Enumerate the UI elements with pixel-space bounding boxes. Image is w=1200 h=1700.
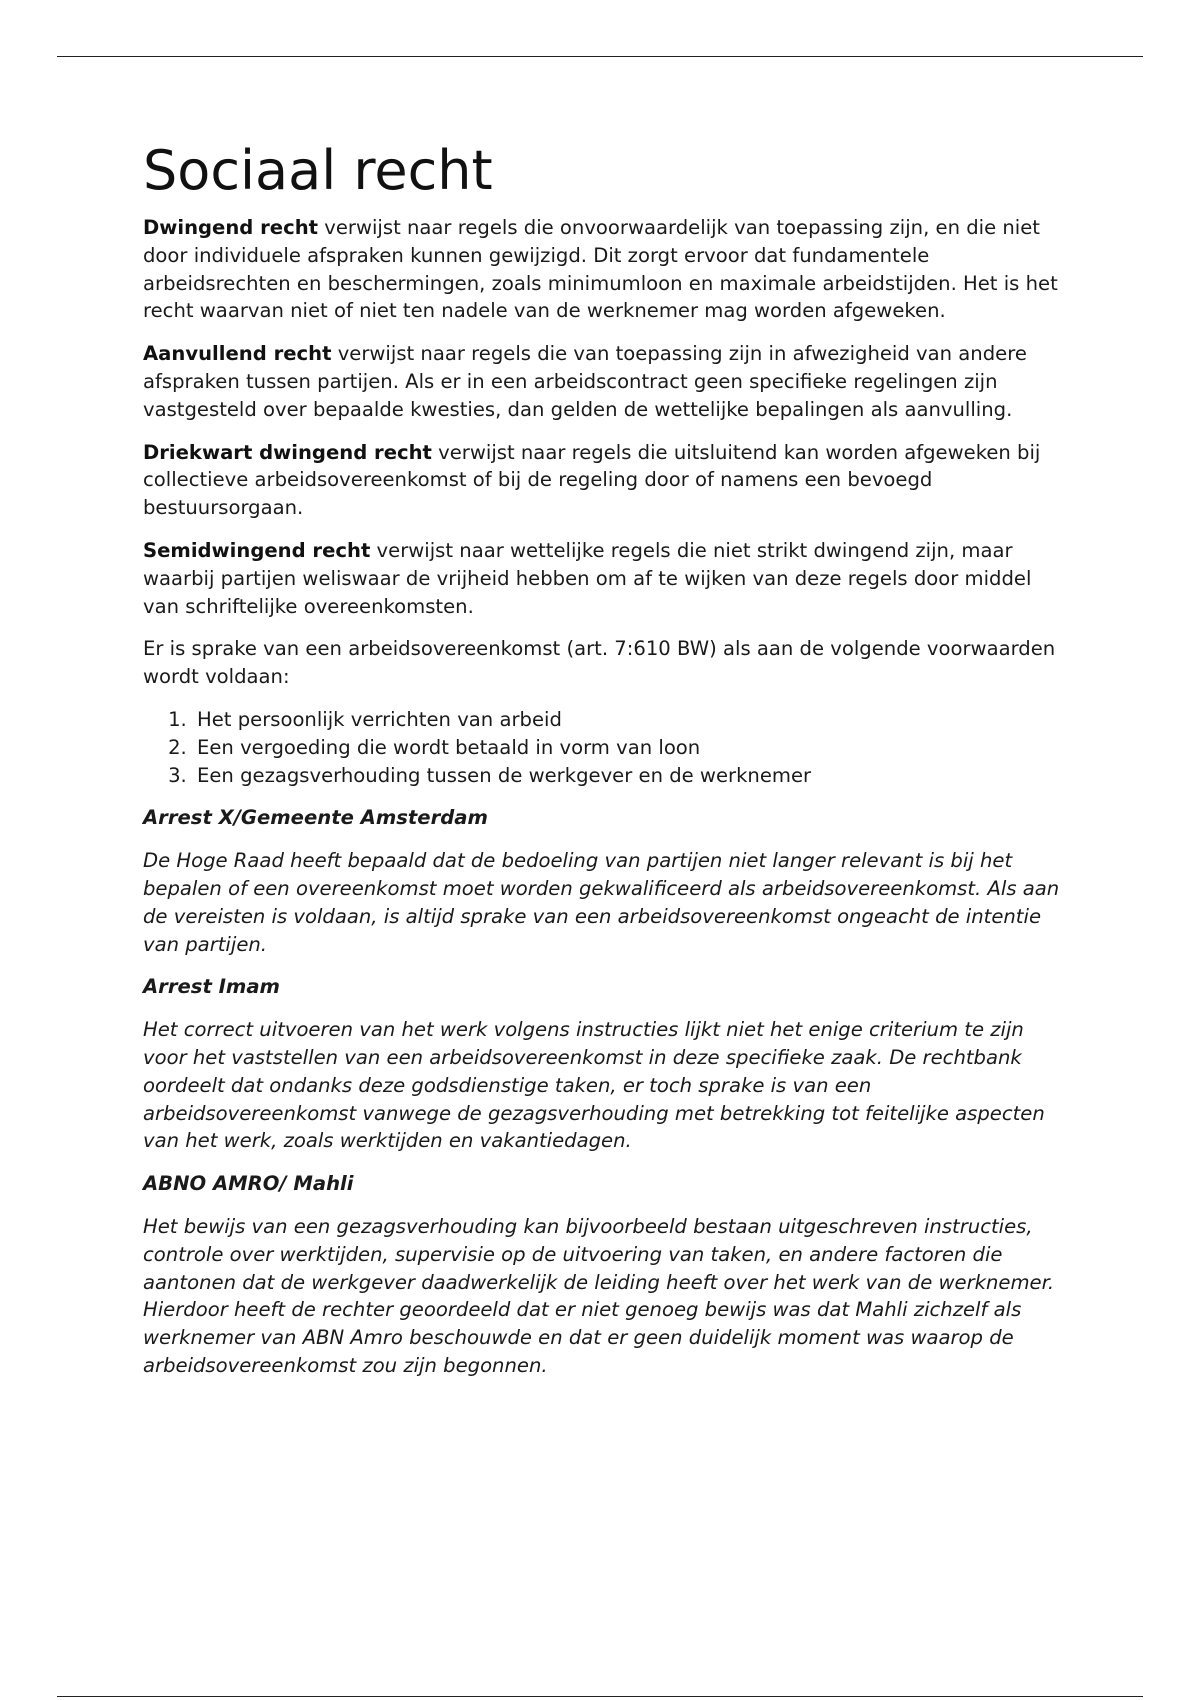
definition-text: verwijst naar wettelijke regels die niet strikt dwingend zijn, maar waarbij partijen weliswaar de vrijheid hebben om af te wijken van deze regels door middel van schriftelijke overeenkomsten. [143,538,1032,618]
list-item: 2. Een vergoeding die wordt betaald in vorm van loon [193,734,1063,762]
definition-dwingend-recht [143,214,1063,325]
definition-text: verwijst naar regels die onvoorwaardelijk van toepassing zijn, en die niet door individuele afspraken kunnen gewijzigd. Dit zorgt ervoor dat fundamentele arbeidsrechten en beschermingen, zoals minimumloon en maximale arbeidstijden. Het is het recht waarvan niet of niet ten nadele van de werknemer mag worden afgeweken. [143,216,1058,323]
definition-aanvullend-recht [143,340,1063,423]
list-item: 1. Het persoonlijk verrichten van arbeid [193,706,1063,734]
definition-text: verwijst naar regels die van toepassing zijn in afwezigheid van andere afspraken tussen partijen. Als er in een arbeidscontract geen specifieke regelingen zijn vastgesteld over bepaalde kwesties, dan gelden de wettelijke bepalingen als aanvulling. [143,342,1027,421]
document-body [143,138,1063,1395]
definition-term: Semidwingend recht [143,538,371,562]
case-heading-imam: Arrest Imam [143,975,280,999]
case-text-imam: Het correct uitvoeren van het werk volgens instructies lijkt niet het enige criterium te zijn voor het vaststellen van een arbeidsovereenkomst in deze specifieke zaak. De rechtbank oordeelt dat ondanks deze godsdienstige taken, er toch sprake is van een arbeidsovereenkomst vanwege de gezagsverhouding met betrekking tot feitelijke aspecten van het werk, zoals werktijden en vakantiedagen. [143,1018,1045,1153]
definition-text: verwijst naar regels die uitsluitend kan worden afgeweken bij collectieve arbeidsovereenkomst of bij de regeling door of namens een bevoegd bestuursorgaan. [143,440,1041,520]
page-title: Sociaal recht [143,139,493,202]
definition-term: Aanvullend recht [143,342,332,366]
case-text-gemeente-amsterdam: De Hoge Raad heeft bepaald dat de bedoeling van partijen niet langer relevant is bij het bepalen of een overeenkomst moet worden gekwalificeerd als arbeidsovereenkomst. Als aan de vereisten is voldaan, is altijd sprake van een arbeidsovereenkomst ongeacht de intentie van partijen. [143,849,1060,956]
case-heading-gemeente-amsterdam: Arrest X/Gemeente Amsterdam [143,806,488,830]
conditions-list [143,706,1063,789]
definition-term: Dwingend recht [143,216,319,239]
definition-driekwart-dwingend-recht [143,439,1063,522]
page-top-rule [57,56,1143,57]
case-text-abno-amro-mahli: Het bewijs van een gezagsverhouding kan bijvoorbeeld bestaan uitgeschreven instructies, controle over werktijden, supervisie op de uitvoering van taken, en andere factoren die aantonen dat de werkgever daadwerkelijk de leiding heeft over het werk van de werknemer. Hierdoor heeft de rechter geoordeeld dat er niet genoeg bewijs was dat Mahli zichzelf als werknemer van ABN Amro beschouwde en dat er geen duidelijk moment was waarop de arbeidsovereenkomst zou zijn begonnen. [143,1214,1055,1377]
definition-semidwingend-recht [143,537,1063,620]
page-bottom-rule [57,1696,1143,1697]
case-heading-abno-amro-mahli: ABNO AMRO/ Mahli [143,1172,354,1196]
definition-term: Driekwart dwingend recht [143,440,432,464]
conditions-intro: Er is sprake van een arbeidsovereenkomst (art. 7:610 BW) als aan de volgende voorwaarden wordt voldaan: [143,637,1056,689]
list-item: 3. Een gezagsverhouding tussen de werkgever en de werknemer [193,762,1063,790]
